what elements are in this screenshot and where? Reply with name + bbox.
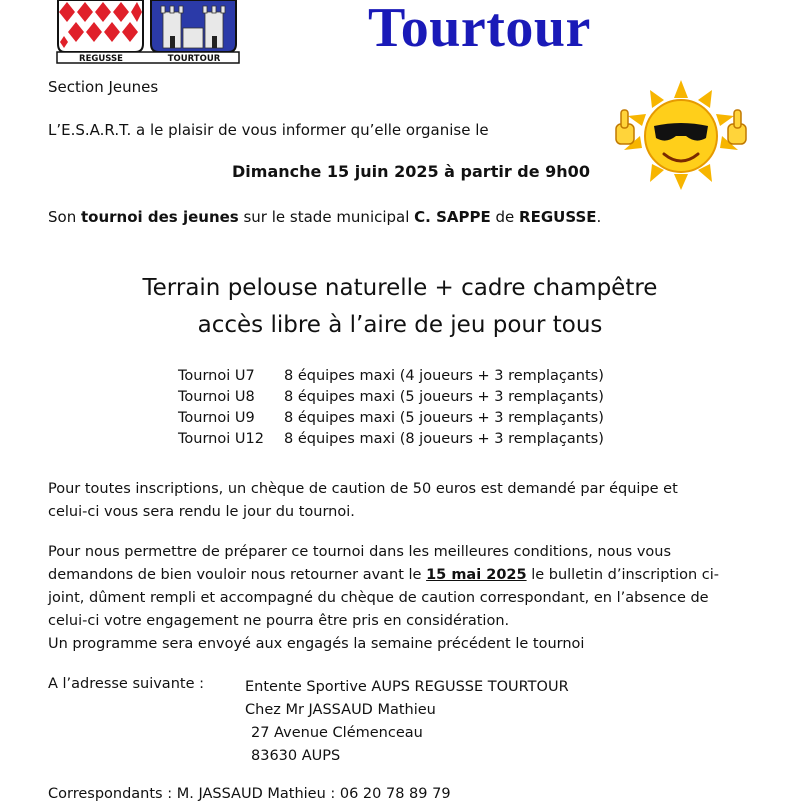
category-name: Tournoi U9: [178, 410, 255, 426]
category-details: 8 équipes maxi (5 joueurs + 3 remplaçants): [284, 389, 604, 405]
category-details: 8 équipes maxi (4 joueurs + 3 remplaçants): [284, 368, 604, 384]
category-row: [178, 387, 604, 408]
category-details: 8 équipes maxi (8 joueurs + 3 remplaçants): [284, 431, 604, 447]
event-date: Dimanche 15 juin 2025 à partir de 9h00: [232, 162, 590, 181]
registration-deadline: 15 mai 2025: [426, 567, 527, 583]
address-line-3: 27 Avenue Clémenceau: [251, 725, 423, 741]
category-row: [178, 366, 604, 387]
registration-line-4: celui-ci votre engagement ne pourra être pris en considération.: [48, 613, 510, 629]
category-details: 8 équipes maxi (5 joueurs + 3 remplaçants): [284, 410, 604, 426]
registration-line-2: [48, 564, 766, 587]
category-name: Tournoi U8: [178, 389, 255, 405]
registration-line-1: Pour nous permettre de préparer ce tournoi dans les meilleures conditions, nous vous: [48, 544, 672, 560]
category-name: Tournoi U7: [178, 368, 255, 384]
headline-line-1: Terrain pelouse naturelle + cadre champêtre: [142, 275, 658, 301]
stadium-name: C. SAPPE: [414, 208, 491, 226]
address-line-2: Chez Mr JASSAUD Mathieu: [245, 702, 436, 718]
address-block: [245, 676, 569, 768]
section-label: Section Jeunes: [48, 78, 159, 96]
headline-line-2: accès libre à l’aire de jeu pour tous: [197, 312, 603, 338]
registration-line-2-start: demandons de bien vouloir nous retourner avant le: [48, 567, 427, 583]
address-label: A l’adresse suivante :: [48, 676, 204, 692]
registration-line-5: Un programme sera envoyé aux engagés la semaine précédent le tournoi: [48, 636, 585, 652]
categories-list: [178, 366, 604, 450]
regusse-tourtour-crest: [55, 0, 241, 64]
sun-icon: [612, 80, 750, 190]
crest-label-left: REGUSSE: [79, 54, 123, 64]
registration-paragraph: [48, 541, 766, 656]
tournament-de: de: [490, 208, 520, 226]
tournament-end: .: [596, 208, 602, 226]
tournament-prefix: Son: [48, 208, 81, 226]
intro-text: L’E.S.A.R.T. a le plaisir de vous informer qu’elle organise le: [48, 121, 489, 139]
tournament-name: tournoi des jeunes: [80, 208, 239, 226]
address-line-1: Entente Sportive AUPS REGUSSE TOURTOUR: [245, 679, 569, 695]
town-name: REGUSSE: [519, 208, 597, 226]
category-row: [178, 408, 604, 429]
address-line-4: 83630 AUPS: [251, 748, 341, 764]
tournament-middle: sur le stade municipal: [238, 208, 415, 226]
category-name: Tournoi U12: [178, 431, 264, 447]
tournament-sentence: [48, 208, 601, 226]
crest-label-right: TOURTOUR: [167, 54, 221, 64]
page-title: Tourtour: [368, 0, 591, 59]
deposit-line-1: Pour toutes inscriptions, un chèque de caution de 50 euros est demandé par équipe et: [48, 481, 678, 497]
correspondents: Correspondants : M. JASSAUD Mathieu : 06 20 78 89 79: [48, 786, 451, 802]
category-row: [178, 429, 604, 450]
registration-line-2-end: le bulletin d’inscription ci-: [526, 567, 720, 583]
deposit-line-2: celui-ci vous sera rendu le jour du tournoi.: [48, 504, 355, 520]
registration-line-3: joint, dûment rempli et accompagné du chèque de caution correspondant, en l’absence de: [48, 590, 709, 606]
deposit-paragraph: [48, 478, 748, 524]
